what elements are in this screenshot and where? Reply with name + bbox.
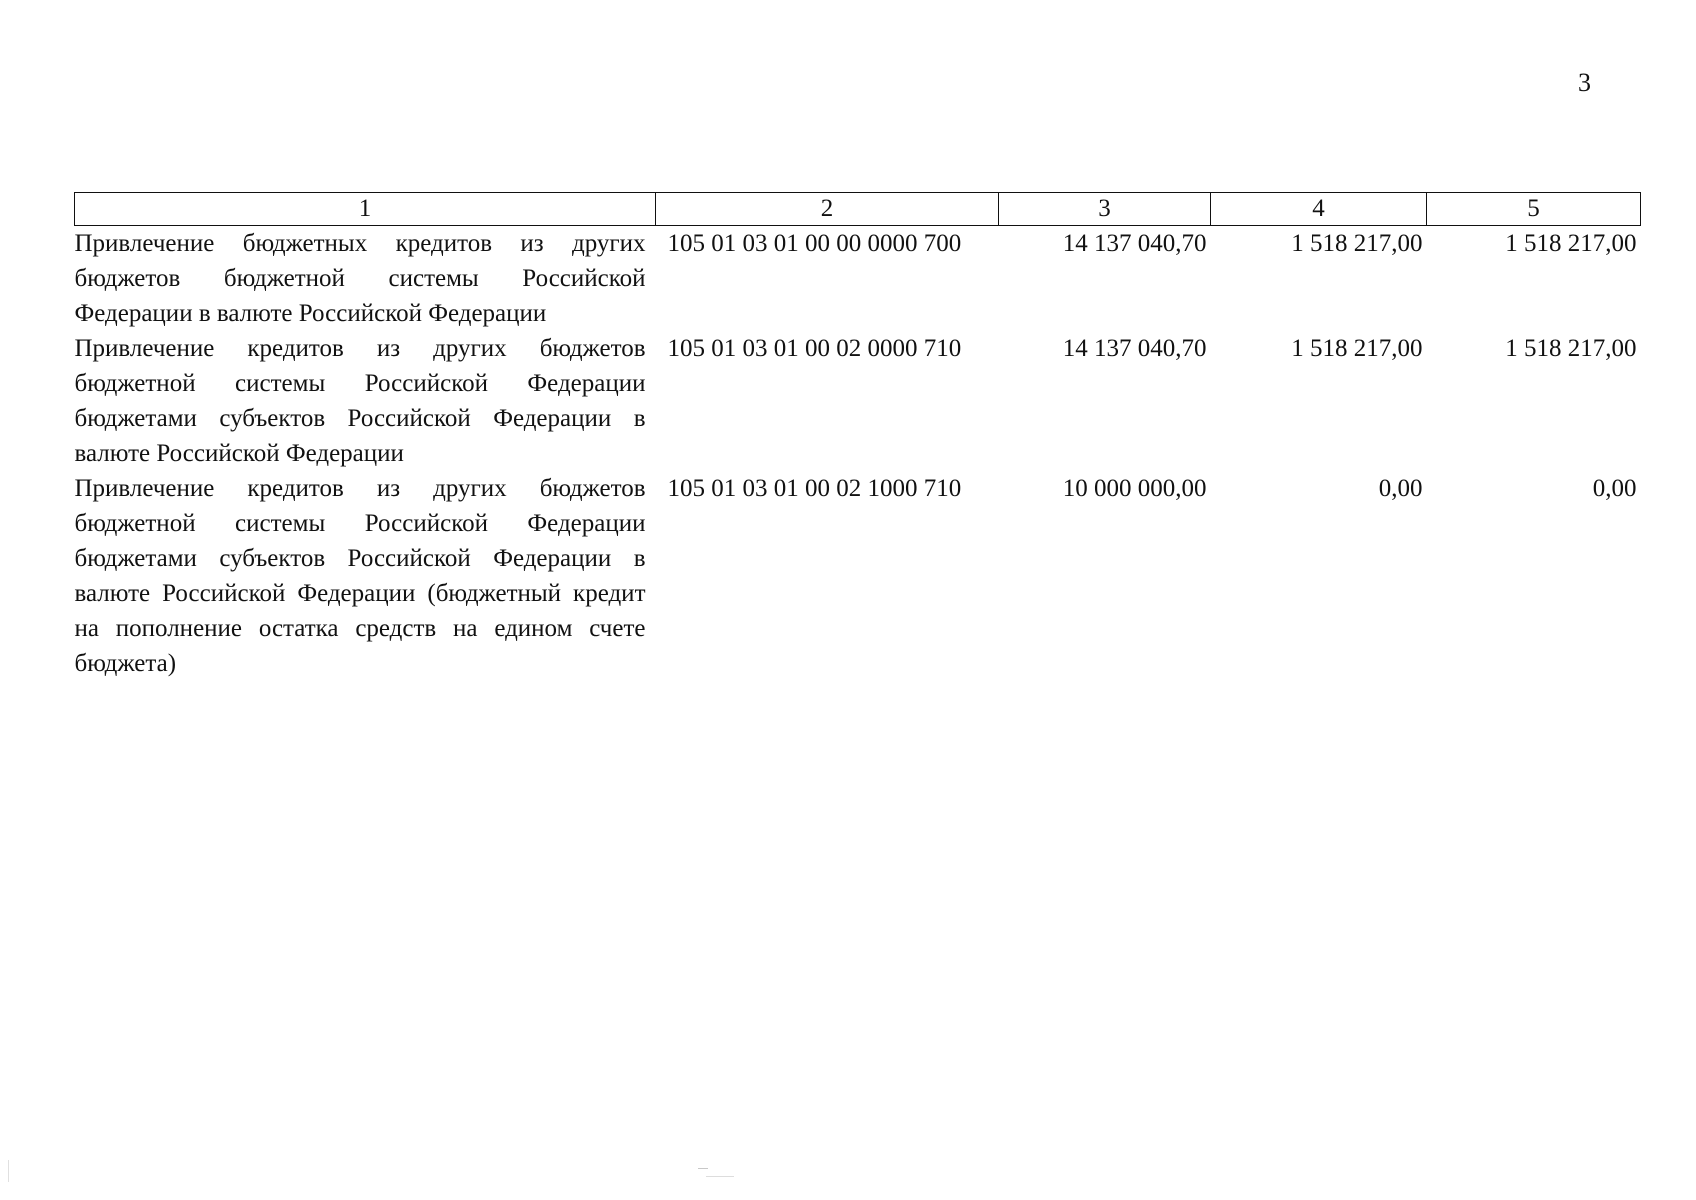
- table-body: [75, 226, 1641, 682]
- scan-artifact: [698, 1168, 708, 1169]
- row-value-col3: 14 137 040,70: [1062, 230, 1207, 257]
- table-row: [75, 471, 1641, 681]
- header-row: [75, 193, 1641, 226]
- row-value-col5: 0,00: [1592, 475, 1637, 502]
- page-number: 3: [1578, 68, 1591, 97]
- table-row: [75, 331, 1641, 471]
- header-col-1: 1: [75, 193, 656, 226]
- row-value-col4: 1 518 217,00: [1291, 230, 1423, 257]
- header-col-4: 4: [1211, 193, 1427, 226]
- row-value-col5: 1 518 217,00: [1505, 230, 1637, 257]
- header-col-5: 5: [1427, 193, 1641, 226]
- row-value-col5: 1 518 217,00: [1505, 335, 1637, 362]
- header-col-3: 3: [999, 193, 1211, 226]
- row-code: 105 01 03 01 00 00 0000 700: [667, 230, 962, 257]
- table-header: [75, 193, 1641, 226]
- budget-sources-table: [74, 192, 1641, 681]
- scan-artifact: [8, 1160, 9, 1182]
- scan-artifact: [706, 1176, 734, 1177]
- row-code: 105 01 03 01 00 02 0000 710: [667, 335, 962, 362]
- row-name: Привлечение бюджетных кредитов из других бюджетов бюджетной системы Российской Федерации в валюте Российской Федерации: [74, 230, 646, 327]
- row-name: Привлечение кредитов из других бюджетов бюджетной системы Российской Федерации бюджетами субъектов Российской Федерации в валюте Российской Федерации (бюджетный кредит на пополнение остатка средств на едином счете бюджета): [74, 475, 646, 677]
- header-col-2: 2: [656, 193, 999, 226]
- row-name: Привлечение кредитов из других бюджетов бюджетной системы Российской Федерации бюджетами субъектов Российской Федерации в валюте Российской Федерации: [74, 335, 646, 467]
- table-row: [75, 226, 1641, 332]
- row-value-col3: 14 137 040,70: [1062, 335, 1207, 362]
- row-value-col4: 1 518 217,00: [1291, 335, 1423, 362]
- row-value-col3: 10 000 000,00: [1062, 475, 1207, 502]
- row-value-col4: 0,00: [1378, 475, 1423, 502]
- row-code: 105 01 03 01 00 02 1000 710: [667, 475, 962, 502]
